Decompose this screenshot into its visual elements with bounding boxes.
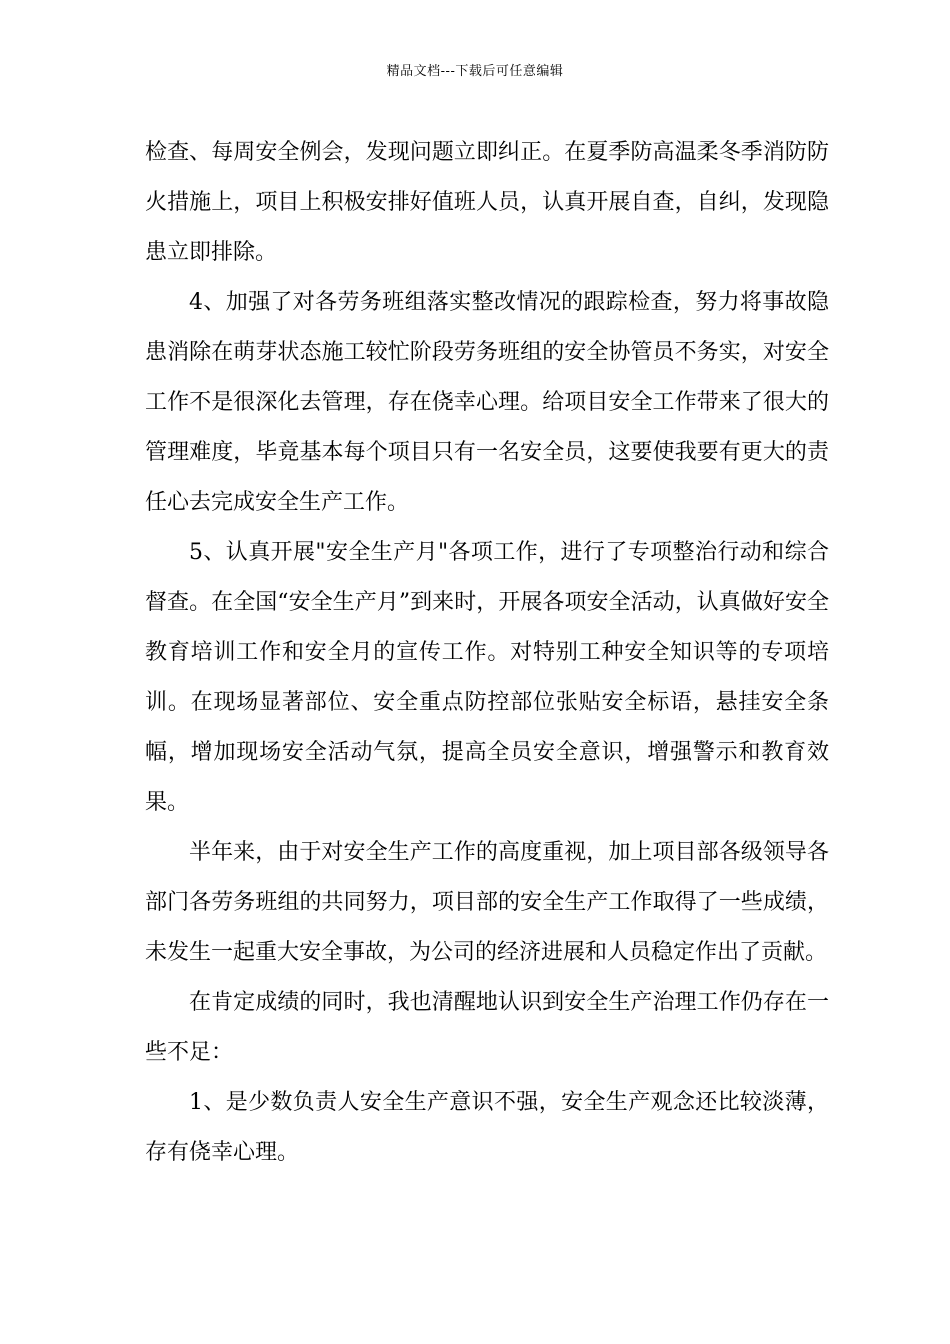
- paragraph-item-5: 5、认真开展"安全生产月"各项工作，进行了专项整治行动和综合督查。在全国“安全生产月”到来时，开展各项安全活动，认真做好安全教育培训工作和安全月的宣传工作。对特别工种安全知识等的专项培训。在现场显著部位、安全重点防控部位张贴安全标语，悬挂安全条幅，增加现场安全活动气氛，提高全员安全意识，增强警示和教育效果。: [145, 540, 829, 815]
- paragraph-item-4: 4、加强了对各劳务班组落实整改情况的跟踪检查，努力将事故隐患消除在萌芽状态施工较忙阶段劳务班组的安全协管员不务实，对安全工作不是很深化去管理，存在侥幸心理。给项目安全工作带来了很大的管理难度，毕竟基本每个项目只有一名安全员，这要使我要有更大的责任心去完成安全生产工作。: [145, 290, 829, 515]
- paragraph-shortcoming-1: 1、是少数负责人安全生产意识不强，安全生产观念还比较淡薄，存有侥幸心理。: [145, 1090, 829, 1165]
- paragraph-shortcomings-intro: 在肯定成绩的同时，我也清醒地认识到安全生产治理工作仍存在一些不足：: [145, 990, 829, 1065]
- page-header: 精品文档---下载后可任意编辑: [386, 64, 564, 79]
- paragraph-continuation: 检查、每周安全例会，发现问题立即纠正。在夏季防高温柔冬季消防防火措施上，项目上积极安排好值班人员，认真开展自查，自纠，发现隐患立即排除。: [145, 140, 829, 265]
- paragraph-half-year-summary: 半年来，由于对安全生产工作的高度重视，加上项目部各级领导各部门各劳务班组的共同努力，项目部的安全生产工作取得了一些成绩，未发生一起重大安全事故，为公司的经济进展和人员稳定作出了贡献。: [145, 840, 829, 965]
- document-body: [145, 128, 829, 1178]
